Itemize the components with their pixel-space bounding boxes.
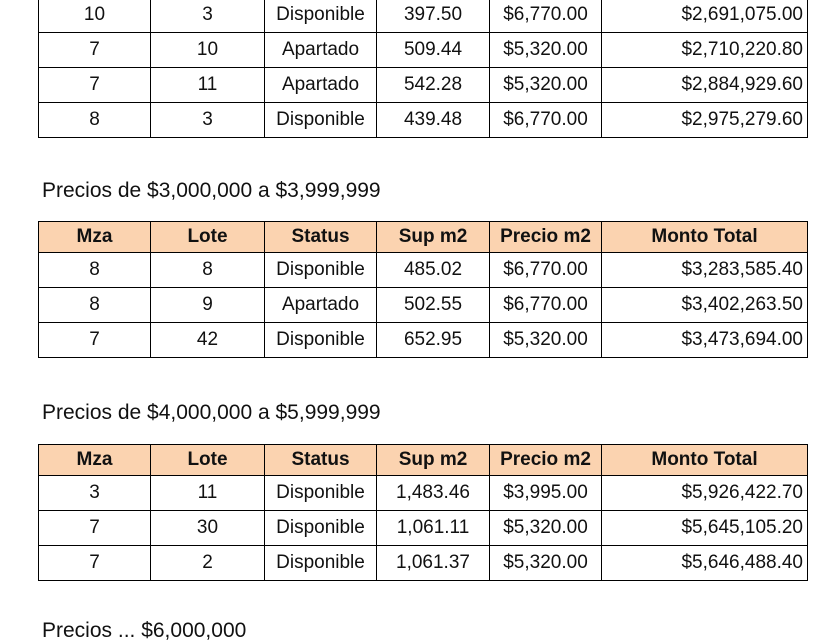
- table-row: [39, 323, 808, 358]
- cell-monto-total: $5,645,105.20: [602, 511, 808, 546]
- cell-precio-m2: $6,770.00: [490, 288, 602, 323]
- table-body: [39, 253, 808, 358]
- column-header-sup-m2: Sup m2: [377, 445, 490, 476]
- column-header-sup-m2: Sup m2: [377, 222, 490, 253]
- cell-status: Disponible: [265, 323, 377, 358]
- header-row: [39, 222, 808, 253]
- cell-sup-m2: 509.44: [377, 33, 490, 68]
- cell-status: Apartado: [265, 68, 377, 103]
- cell-lote: 2: [151, 546, 265, 581]
- cell-mza: 8: [39, 253, 151, 288]
- cell-precio-m2: $5,320.00: [490, 323, 602, 358]
- cell-mza: 7: [39, 323, 151, 358]
- table-header: [39, 445, 808, 476]
- cell-sup-m2: 1,483.46: [377, 476, 490, 511]
- cell-monto-total: $5,646,488.40: [602, 546, 808, 581]
- cell-lote: 11: [151, 476, 265, 511]
- column-header-mza: Mza: [39, 445, 151, 476]
- table-header: [39, 222, 808, 253]
- column-header-mza: Mza: [39, 222, 151, 253]
- cell-mza: 10: [39, 0, 151, 33]
- cell-mza: 7: [39, 546, 151, 581]
- cell-status: Disponible: [265, 103, 377, 138]
- table-row: [39, 33, 808, 68]
- table-row: [39, 0, 808, 33]
- cell-lote: 8: [151, 253, 265, 288]
- cell-monto-total: $2,691,075.00: [602, 0, 808, 33]
- column-header-lote: Lote: [151, 222, 265, 253]
- table-row: [39, 253, 808, 288]
- cell-lote: 3: [151, 103, 265, 138]
- cell-precio-m2: $3,995.00: [490, 476, 602, 511]
- cell-sup-m2: 542.28: [377, 68, 490, 103]
- cell-precio-m2: $6,770.00: [490, 253, 602, 288]
- cell-monto-total: $5,926,422.70: [602, 476, 808, 511]
- price-table-2m: [38, 0, 808, 138]
- table-row: [39, 546, 808, 581]
- cell-sup-m2: 485.02: [377, 253, 490, 288]
- cell-status: Disponible: [265, 476, 377, 511]
- table-row: [39, 476, 808, 511]
- cell-sup-m2: 1,061.37: [377, 546, 490, 581]
- cell-sup-m2: 502.55: [377, 288, 490, 323]
- cell-sup-m2: 652.95: [377, 323, 490, 358]
- cell-mza: 7: [39, 511, 151, 546]
- section-title-3m: Precios de $3,000,000 a $3,999,999: [42, 179, 381, 202]
- table-row: [39, 511, 808, 546]
- cell-monto-total: $2,884,929.60: [602, 68, 808, 103]
- cell-precio-m2: $5,320.00: [490, 68, 602, 103]
- cell-sup-m2: 1,061.11: [377, 511, 490, 546]
- cell-mza: 8: [39, 288, 151, 323]
- column-header-precio-m2: Precio m2: [490, 445, 602, 476]
- cell-monto-total: $3,283,585.40: [602, 253, 808, 288]
- cell-lote: 9: [151, 288, 265, 323]
- column-header-precio-m2: Precio m2: [490, 222, 602, 253]
- table-body: [39, 0, 808, 138]
- cell-monto-total: $3,402,263.50: [602, 288, 808, 323]
- cell-status: Disponible: [265, 511, 377, 546]
- cell-precio-m2: $5,320.00: [490, 33, 602, 68]
- cell-status: Disponible: [265, 253, 377, 288]
- cell-monto-total: $3,473,694.00: [602, 323, 808, 358]
- cell-sup-m2: 439.48: [377, 103, 490, 138]
- column-header-monto-total: Monto Total: [602, 445, 808, 476]
- cell-mza: 3: [39, 476, 151, 511]
- section-title-6m: Precios ... $6,000,000: [42, 619, 247, 642]
- table-row: [39, 68, 808, 103]
- cell-status: Disponible: [265, 0, 377, 33]
- cell-sup-m2: 397.50: [377, 0, 490, 33]
- table-row: [39, 103, 808, 138]
- section-title-4m: Precios de $4,000,000 a $5,999,999: [42, 401, 381, 424]
- cell-mza: 8: [39, 103, 151, 138]
- cell-status: Apartado: [265, 288, 377, 323]
- cell-lote: 30: [151, 511, 265, 546]
- column-header-status: Status: [265, 222, 377, 253]
- cell-monto-total: $2,710,220.80: [602, 33, 808, 68]
- table-row: [39, 288, 808, 323]
- table-body: [39, 476, 808, 581]
- cell-mza: 7: [39, 68, 151, 103]
- cell-precio-m2: $5,320.00: [490, 546, 602, 581]
- cell-status: Disponible: [265, 546, 377, 581]
- cell-lote: 10: [151, 33, 265, 68]
- cell-mza: 7: [39, 33, 151, 68]
- column-header-monto-total: Monto Total: [602, 222, 808, 253]
- cell-lote: 3: [151, 0, 265, 33]
- cell-precio-m2: $5,320.00: [490, 511, 602, 546]
- header-row: [39, 445, 808, 476]
- cell-lote: 42: [151, 323, 265, 358]
- cell-precio-m2: $6,770.00: [490, 0, 602, 33]
- price-table-3m: [38, 221, 808, 358]
- column-header-lote: Lote: [151, 445, 265, 476]
- cell-monto-total: $2,975,279.60: [602, 103, 808, 138]
- column-header-status: Status: [265, 445, 377, 476]
- price-table-4m: [38, 444, 808, 581]
- cell-status: Apartado: [265, 33, 377, 68]
- cell-lote: 11: [151, 68, 265, 103]
- cell-precio-m2: $6,770.00: [490, 103, 602, 138]
